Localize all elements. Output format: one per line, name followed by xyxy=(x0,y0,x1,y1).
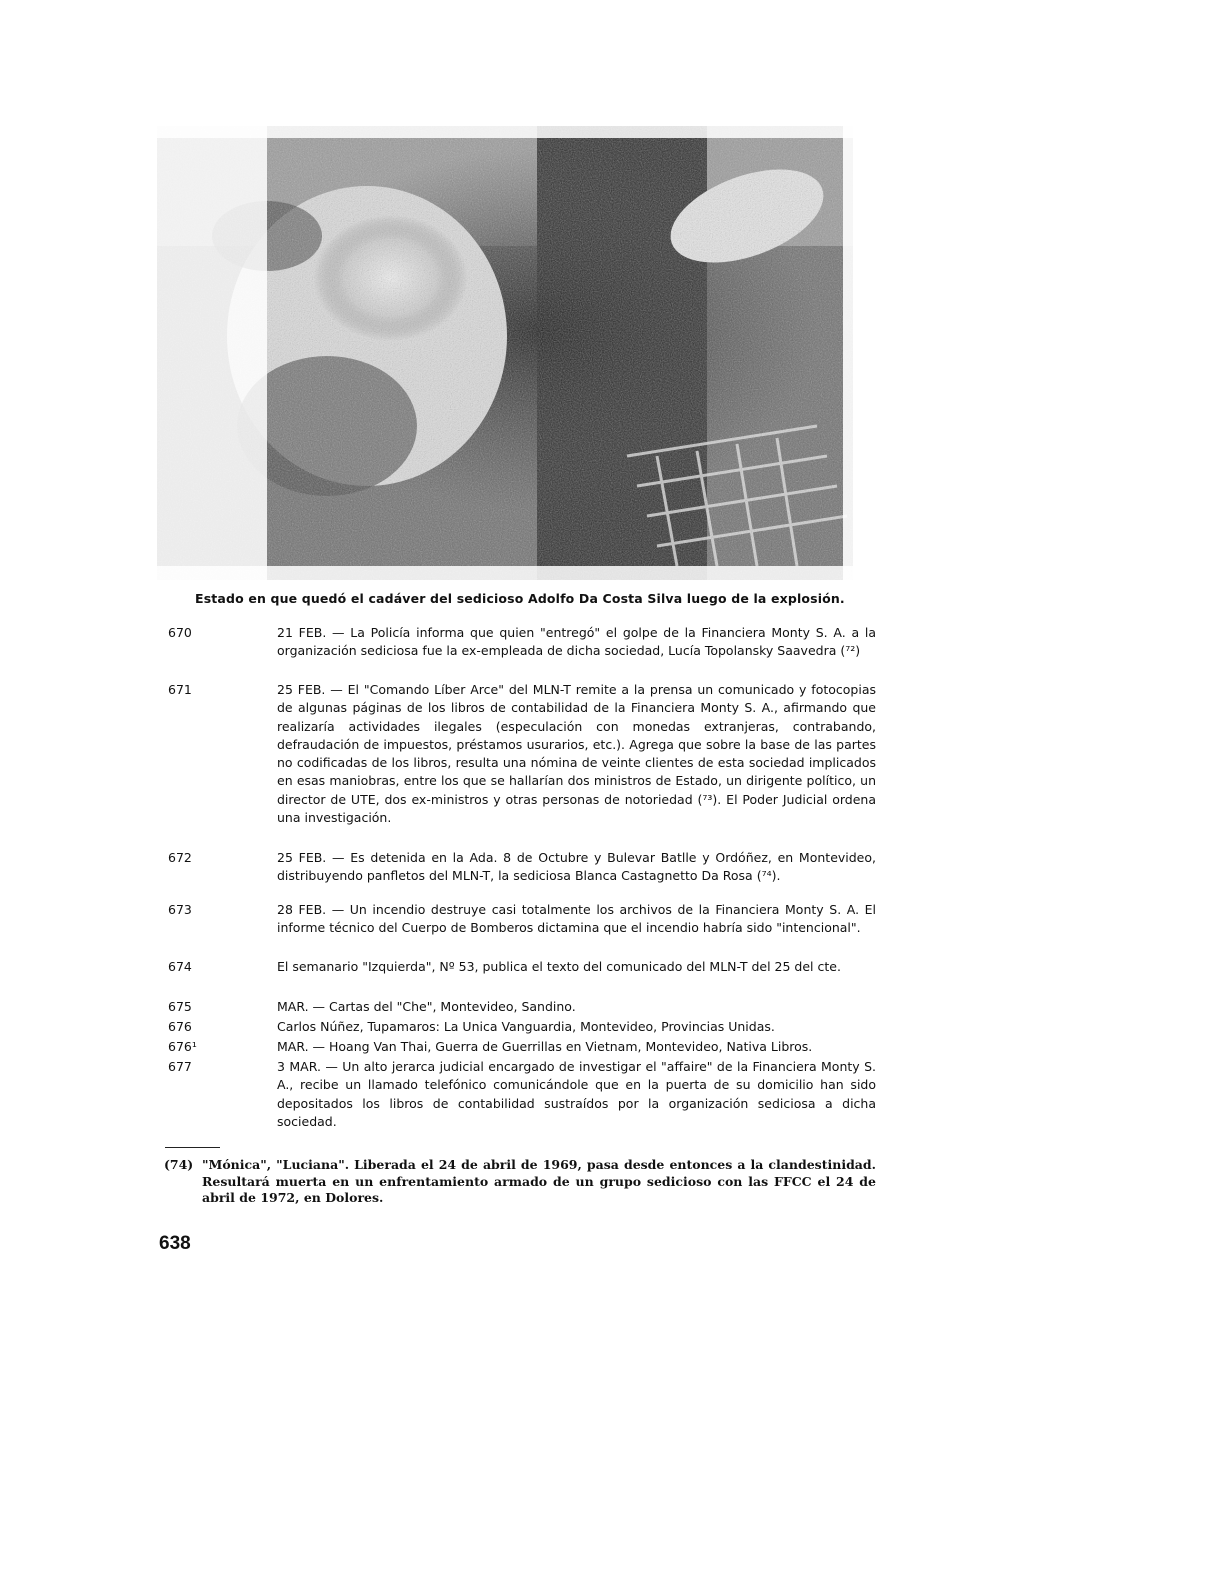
list-item xyxy=(168,1018,876,1038)
footnote-mark: (74) xyxy=(164,1157,194,1172)
list-item xyxy=(168,681,876,844)
entry-text: El semanario "Izquierda", Nº 53, publica el texto del comunicado del MLN-T del 25 del cte. xyxy=(277,959,841,974)
page-number: 638 xyxy=(159,1233,191,1254)
entry-number: 675 xyxy=(168,999,192,1014)
entry-text: MAR. — Hoang Van Thai, Guerra de Guerrillas en Vietnam, Montevideo, Nativa Libros. xyxy=(277,1039,813,1054)
entry-text: 25 FEB. — El "Comando Líber Arce" del MLN-T remite a la prensa un comunicado y fotocopias de algunas páginas de los libros de contabilidad de la Financiera Monty S. A., afirmando que realizaría actividades ilegales (especulación con monedas extranjeras, contrabando, defraudación de impuestos, préstamos usurarios, etc.). Agrega que sobre la base de las partes no codificadas de los libros, resulta una nómina de veinte clientes de esta sociedad implicados en esas maniobras, entre los que se hallarían dos ministros de Estado, un dirigente político, un director de UTE, dos ex-ministros y otras personas de notoriedad (⁷³). El Poder Judicial ordena una investigación. xyxy=(277,682,876,826)
entry-number: 671 xyxy=(168,682,192,697)
footnote xyxy=(164,1157,876,1207)
news-photograph xyxy=(157,126,853,580)
list-item xyxy=(168,1038,876,1058)
entry-text: 3 MAR. — Un alto jerarca judicial encargado de investigar el "affaire" de la Financiera Monty S. A., recibe un llamado telefónico comunicándole que en la puerta de su domicilio han sido depositados los libros de contabilidad sustraídos por la organización sediciosa a dicha sociedad. xyxy=(277,1059,876,1129)
list-item xyxy=(168,998,876,1018)
list-item xyxy=(168,958,876,998)
list-item xyxy=(168,901,876,958)
list-item xyxy=(168,1058,876,1129)
entry-text: Carlos Núñez, Tupamaros: La Unica Vanguardia, Montevideo, Provincias Unidas. xyxy=(277,1019,775,1034)
entry-number: 676 xyxy=(168,1019,192,1034)
entry-number: 670 xyxy=(168,625,192,640)
chronology-list xyxy=(168,624,876,1129)
entry-text: 25 FEB. — Es detenida en la Ada. 8 de Octubre y Bulevar Batlle y Ordóñez, en Montevideo, distribuyendo panfletos del MLN-T, la sediciosa Blanca Castagnetto Da Rosa (⁷⁴). xyxy=(277,850,876,884)
entry-number: 673 xyxy=(168,902,192,917)
photo-caption: Estado en que quedó el cadáver del sedicioso Adolfo Da Costa Silva luego de la explosión. xyxy=(195,591,845,606)
entry-text: 21 FEB. — La Policía informa que quien "entregó" el golpe de la Financiera Monty S. A. a la organización sediciosa fue la ex-empleada de dicha sociedad, Lucía Topolansky Saavedra (⁷²) xyxy=(277,625,876,659)
entry-number: 677 xyxy=(168,1059,192,1074)
list-item xyxy=(168,624,876,676)
entry-number: 674 xyxy=(168,959,192,974)
entry-text: 28 FEB. — Un incendio destruye casi totalmente los archivos de la Financiera Monty S. A. El informe técnico del Cuerpo de Bomberos dictamina que el incendio habría sido "intencional". xyxy=(277,902,876,936)
entry-number: 676¹ xyxy=(168,1039,197,1054)
photo-icon xyxy=(157,126,853,580)
entry-text: MAR. — Cartas del "Che", Montevideo, Sandino. xyxy=(277,999,576,1014)
footnote-divider xyxy=(165,1147,220,1148)
entry-number: 672 xyxy=(168,850,192,865)
list-item xyxy=(168,849,876,901)
footnote-text: "Mónica", "Luciana". Liberada el 24 de abril de 1969, pasa desde entonces a la clandestinidad. Resultará muerta en un enfrentamiento armado de un grupo sedicioso con las FFCC el 24 de abril de 1972, en Dolores. xyxy=(202,1157,876,1205)
